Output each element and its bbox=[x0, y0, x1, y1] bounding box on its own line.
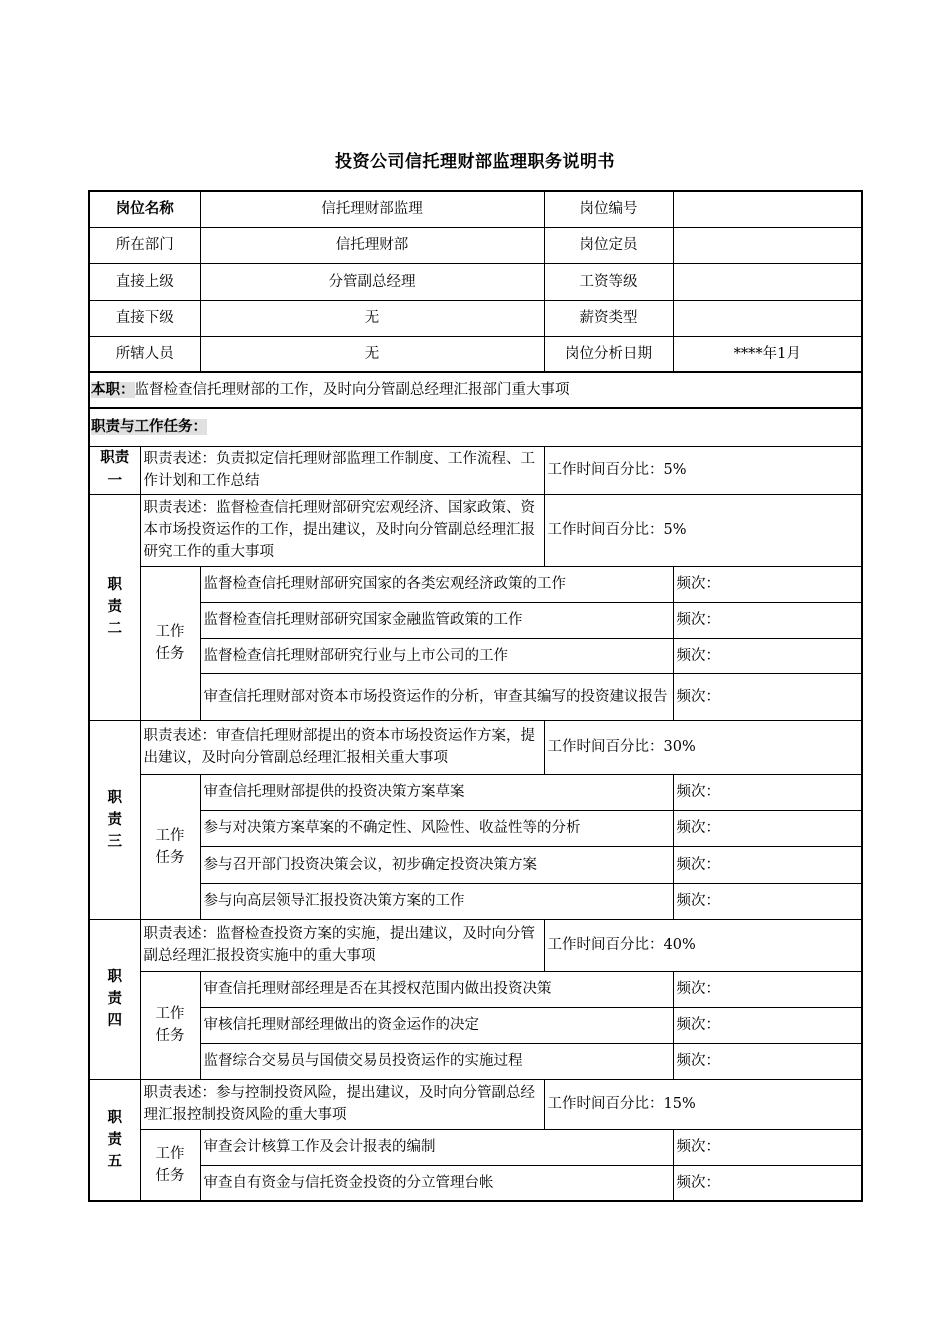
task-row bbox=[89, 1043, 862, 1079]
job-description-table bbox=[88, 190, 863, 1202]
duty-label: 职 责 三 bbox=[89, 720, 140, 919]
frequency-label: 频次： bbox=[673, 883, 862, 919]
main-duty-label: 本职： bbox=[91, 382, 135, 398]
duty-row bbox=[89, 1079, 862, 1129]
info-value: 信托理财部监理 bbox=[200, 191, 544, 227]
frequency-label: 频次： bbox=[673, 971, 862, 1007]
task-item: 审查会计核算工作及会计报表的编制 bbox=[200, 1129, 673, 1165]
info-row bbox=[89, 263, 862, 300]
duty-description: 职责表述：参与控制投资风险，提出建议，及时向分管副总经理汇报控制投资风险的重大事项 bbox=[140, 1079, 544, 1129]
main-duty bbox=[89, 372, 862, 408]
frequency-label: 频次： bbox=[673, 638, 862, 673]
frequency-label: 频次： bbox=[673, 566, 862, 602]
task-item: 参与向高层领导汇报投资决策方案的工作 bbox=[200, 883, 673, 919]
duty-percentage: 工作时间百分比：5% bbox=[544, 494, 862, 566]
info-value bbox=[673, 191, 862, 227]
task-row bbox=[89, 1007, 862, 1043]
task-item: 监督检查信托理财部研究国家的各类宏观经济政策的工作 bbox=[200, 566, 673, 602]
task-row bbox=[89, 1129, 862, 1165]
info-label: 岗位分析日期 bbox=[544, 336, 673, 372]
frequency-label: 频次： bbox=[673, 1165, 862, 1201]
task-item: 参与对决策方案草案的不确定性、风险性、收益性等的分析 bbox=[200, 810, 673, 846]
duty-percentage: 工作时间百分比：30% bbox=[544, 720, 862, 774]
task-row bbox=[89, 673, 862, 720]
frequency-label: 频次： bbox=[673, 673, 862, 720]
info-row bbox=[89, 300, 862, 336]
page-title: 投资公司信托理财部监理职务说明书 bbox=[335, 152, 615, 172]
task-item: 审查信托理财部提供的投资决策方案草案 bbox=[200, 774, 673, 810]
frequency-label: 频次： bbox=[673, 1129, 862, 1165]
task-item: 审查自有资金与信托资金投资的分立管理台帐 bbox=[200, 1165, 673, 1201]
info-label: 岗位定员 bbox=[544, 227, 673, 263]
frequency-label: 频次： bbox=[673, 602, 862, 638]
task-row bbox=[89, 566, 862, 602]
section-title-text: 职责与工作任务： bbox=[91, 419, 207, 436]
main-duty-row bbox=[89, 372, 862, 408]
duty-row bbox=[89, 494, 862, 566]
task-row bbox=[89, 602, 862, 638]
duty-label: 职 责 二 bbox=[89, 494, 140, 720]
info-value: 无 bbox=[200, 300, 544, 336]
section-title bbox=[89, 408, 862, 446]
info-value bbox=[673, 300, 862, 336]
info-label: 所在部门 bbox=[89, 227, 200, 263]
task-row bbox=[89, 774, 862, 810]
task-row bbox=[89, 810, 862, 846]
duty-label: 职责 一 bbox=[89, 446, 140, 494]
duty-row bbox=[89, 446, 862, 494]
frequency-label: 频次： bbox=[673, 810, 862, 846]
info-value: ****年1月 bbox=[673, 336, 862, 372]
main-duty-text: 监督检查信托理财部的工作，及时向分管副总经理汇报部门重大事项 bbox=[134, 382, 570, 398]
task-item: 审核信托理财部经理做出的资金运作的决定 bbox=[200, 1007, 673, 1043]
info-value: 信托理财部 bbox=[200, 227, 544, 263]
duty-percentage: 工作时间百分比：15% bbox=[544, 1079, 862, 1129]
task-item: 参与召开部门投资决策会议，初步确定投资决策方案 bbox=[200, 846, 673, 883]
duty-label: 职 责 四 bbox=[89, 919, 140, 1079]
duty-percentage: 工作时间百分比：5% bbox=[544, 446, 862, 494]
duty-row bbox=[89, 919, 862, 971]
duty-label: 职 责 五 bbox=[89, 1079, 140, 1201]
info-value bbox=[673, 227, 862, 263]
duty-description: 职责表述：监督检查投资方案的实施，提出建议，及时向分管副总经理汇报投资实施中的重大事项 bbox=[140, 919, 544, 971]
task-item: 审查信托理财部经理是否在其授权范围内做出投资决策 bbox=[200, 971, 673, 1007]
info-value: 分管副总经理 bbox=[200, 263, 544, 300]
info-value: 无 bbox=[200, 336, 544, 372]
task-item: 监督检查信托理财部研究国家金融监管政策的工作 bbox=[200, 602, 673, 638]
duty-row bbox=[89, 720, 862, 774]
info-row bbox=[89, 227, 862, 263]
info-label: 工资等级 bbox=[544, 263, 673, 300]
task-label: 工作 任务 bbox=[140, 774, 200, 919]
duty-percentage: 工作时间百分比：40% bbox=[544, 919, 862, 971]
task-row bbox=[89, 1165, 862, 1201]
info-label: 直接下级 bbox=[89, 300, 200, 336]
task-label: 工作 任务 bbox=[140, 971, 200, 1079]
task-item: 审查信托理财部对资本市场投资运作的分析，审查其编写的投资建议报告 bbox=[200, 673, 673, 720]
task-row bbox=[89, 883, 862, 919]
frequency-label: 频次： bbox=[673, 1043, 862, 1079]
info-label: 所辖人员 bbox=[89, 336, 200, 372]
info-label: 薪资类型 bbox=[544, 300, 673, 336]
info-label: 直接上级 bbox=[89, 263, 200, 300]
section-title-row bbox=[89, 408, 862, 446]
task-row bbox=[89, 971, 862, 1007]
info-row bbox=[89, 191, 862, 227]
info-label: 岗位名称 bbox=[89, 191, 200, 227]
task-label: 工作 任务 bbox=[140, 566, 200, 720]
info-label: 岗位编号 bbox=[544, 191, 673, 227]
frequency-label: 频次： bbox=[673, 1007, 862, 1043]
duty-description: 职责表述：负责拟定信托理财部监理工作制度、工作流程、工作计划和工作总结 bbox=[140, 446, 544, 494]
duty-description: 职责表述：审查信托理财部提出的资本市场投资运作方案，提出建议，及时向分管副总经理汇报相关重大事项 bbox=[140, 720, 544, 774]
frequency-label: 频次： bbox=[673, 846, 862, 883]
info-row bbox=[89, 336, 862, 372]
task-row bbox=[89, 846, 862, 883]
duty-description: 职责表述：监督检查信托理财部研究宏观经济、国家政策、资本市场投资运作的工作，提出建议，及时向分管副总经理汇报研究工作的重大事项 bbox=[140, 494, 544, 566]
task-label: 工作 任务 bbox=[140, 1129, 200, 1201]
task-item: 监督综合交易员与国债交易员投资运作的实施过程 bbox=[200, 1043, 673, 1079]
info-value bbox=[673, 263, 862, 300]
task-row bbox=[89, 638, 862, 673]
frequency-label: 频次： bbox=[673, 774, 862, 810]
task-item: 监督检查信托理财部研究行业与上市公司的工作 bbox=[200, 638, 673, 673]
